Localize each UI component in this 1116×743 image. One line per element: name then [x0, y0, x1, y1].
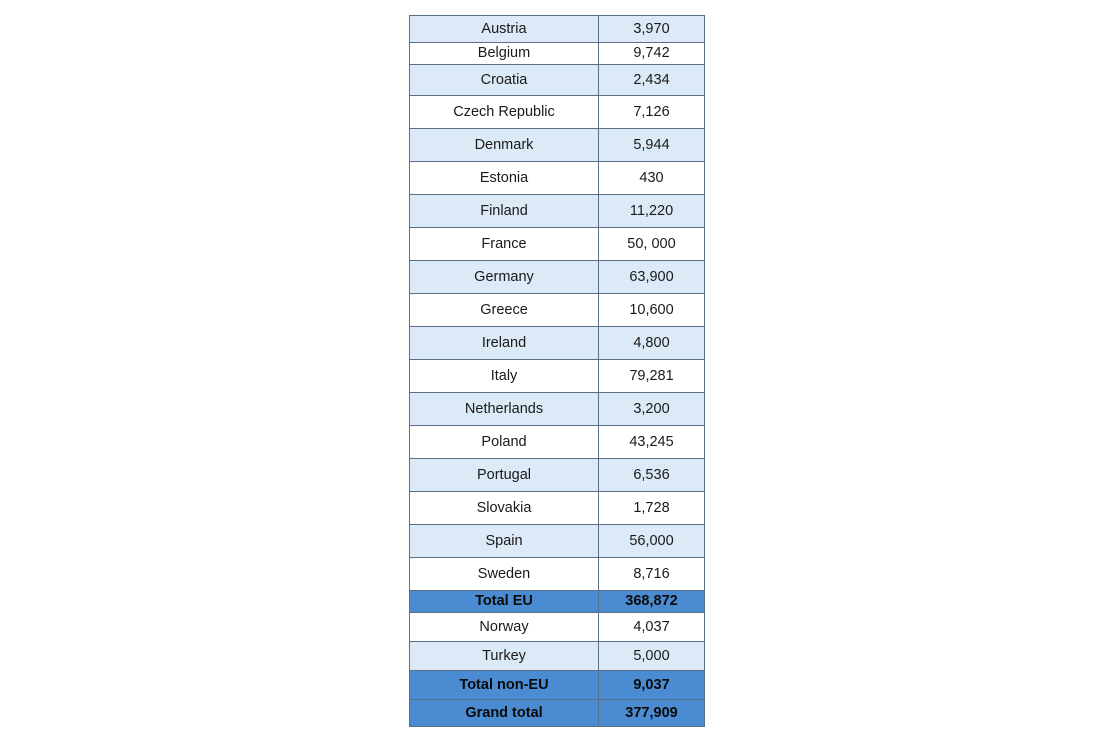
country-cell: Belgium: [410, 43, 599, 65]
total-row: [410, 671, 705, 700]
country-cell: Czech Republic: [410, 96, 599, 129]
country-cell: Austria: [410, 16, 599, 43]
country-cell: Ireland: [410, 327, 599, 360]
value-cell: 8,716: [599, 558, 705, 591]
value-cell: 56,000: [599, 525, 705, 558]
country-cell: Croatia: [410, 65, 599, 96]
country-cell: Total EU: [410, 591, 599, 613]
table-row: [410, 327, 705, 360]
value-cell: 5,944: [599, 129, 705, 162]
country-table-container: [409, 15, 704, 727]
value-cell: 1,728: [599, 492, 705, 525]
table-row: [410, 492, 705, 525]
value-cell: 9,037: [599, 671, 705, 700]
table-row: [410, 162, 705, 195]
country-cell: France: [410, 228, 599, 261]
country-cell: Estonia: [410, 162, 599, 195]
table-row: [410, 65, 705, 96]
value-cell: 377,909: [599, 700, 705, 727]
table-row: [410, 43, 705, 65]
country-cell: Slovakia: [410, 492, 599, 525]
country-cell: Turkey: [410, 642, 599, 671]
country-table: [409, 15, 705, 727]
table-row: [410, 129, 705, 162]
table-row: [410, 16, 705, 43]
total-row: [410, 591, 705, 613]
table-row: [410, 459, 705, 492]
country-cell: Greece: [410, 294, 599, 327]
country-cell: Poland: [410, 426, 599, 459]
value-cell: 368,872: [599, 591, 705, 613]
table-row: [410, 360, 705, 393]
table-row: [410, 96, 705, 129]
value-cell: 430: [599, 162, 705, 195]
value-cell: 4,800: [599, 327, 705, 360]
country-cell: Norway: [410, 613, 599, 642]
country-cell: Grand total: [410, 700, 599, 727]
value-cell: 7,126: [599, 96, 705, 129]
country-cell: Italy: [410, 360, 599, 393]
value-cell: 9,742: [599, 43, 705, 65]
table-row: [410, 558, 705, 591]
table-row: [410, 261, 705, 294]
value-cell: 11,220: [599, 195, 705, 228]
table-row: [410, 613, 705, 642]
value-cell: 3,970: [599, 16, 705, 43]
table-row: [410, 426, 705, 459]
table-row: [410, 195, 705, 228]
value-cell: 63,900: [599, 261, 705, 294]
country-cell: Total non-EU: [410, 671, 599, 700]
value-cell: 2,434: [599, 65, 705, 96]
value-cell: 4,037: [599, 613, 705, 642]
country-cell: Sweden: [410, 558, 599, 591]
table-row: [410, 642, 705, 671]
value-cell: 79,281: [599, 360, 705, 393]
value-cell: 3,200: [599, 393, 705, 426]
table-body: [410, 16, 705, 727]
value-cell: 6,536: [599, 459, 705, 492]
country-cell: Denmark: [410, 129, 599, 162]
country-cell: Finland: [410, 195, 599, 228]
total-row: [410, 700, 705, 727]
table-row: [410, 294, 705, 327]
value-cell: 5,000: [599, 642, 705, 671]
country-cell: Germany: [410, 261, 599, 294]
country-cell: Spain: [410, 525, 599, 558]
country-cell: Portugal: [410, 459, 599, 492]
country-cell: Netherlands: [410, 393, 599, 426]
table-row: [410, 393, 705, 426]
value-cell: 10,600: [599, 294, 705, 327]
value-cell: 43,245: [599, 426, 705, 459]
value-cell: 50, 000: [599, 228, 705, 261]
table-row: [410, 525, 705, 558]
table-row: [410, 228, 705, 261]
